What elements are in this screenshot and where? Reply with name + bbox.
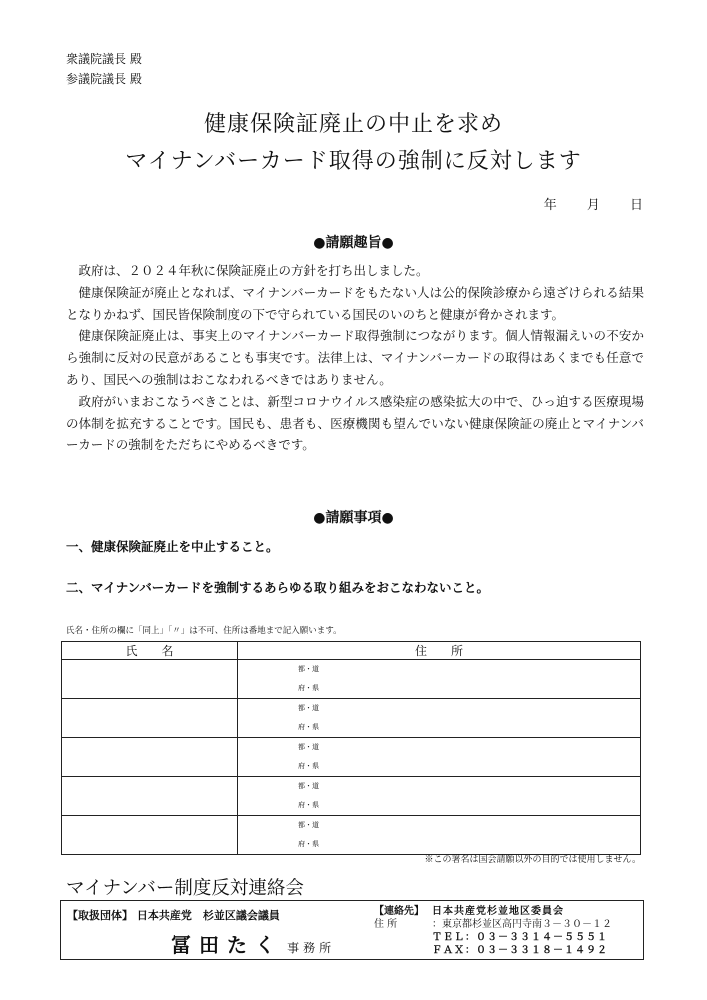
signature-row [62, 777, 641, 816]
prefecture-label-top: 都・道 [298, 782, 319, 790]
petition-title-line2: マイナンバーカード取得の強制に反対します [125, 149, 582, 174]
contact-org: 日本共産党杉並地区委員会 [432, 906, 564, 917]
petition-title-line1: 健康保険証廃止の中止を求め [203, 112, 503, 137]
signature-row [62, 816, 641, 855]
signature-table [61, 641, 641, 855]
addressee-house-of-representatives: 衆議院議長 殿 [66, 52, 142, 66]
address-cell[interactable] [238, 660, 641, 699]
signature-row [62, 738, 641, 777]
office-name [171, 929, 335, 958]
request-item-1: 一、健康保険証廃止を中止すること。 [66, 539, 279, 554]
addressee-house-of-councillors: 参議院議長 殿 [66, 72, 142, 86]
prefecture-label-bottom: 府・県 [298, 684, 319, 692]
signature-note: 氏名・住所の欄に「同上」「〃」は不可、住所は番地まで記入願います。 [66, 626, 342, 636]
address-cell[interactable] [238, 777, 641, 816]
address-cell[interactable] [238, 738, 641, 777]
contact-block [374, 905, 612, 957]
organization-name: マイナンバー制度反対連絡会 [66, 878, 304, 899]
date-line: 年 月 日 [543, 198, 643, 213]
signature-row [62, 660, 641, 699]
purpose-body [66, 260, 644, 456]
name-cell[interactable] [62, 660, 238, 699]
name-cell[interactable] [62, 777, 238, 816]
address-column-header: 住 所 [238, 642, 641, 660]
contact-tel: ＴＥＬ：０３－３３１４－５５５１ [432, 932, 608, 943]
purpose-paragraph: 政府は、２０２４年秋に保険証廃止の方針を打ち出しました。 [78, 263, 429, 278]
address-cell[interactable] [238, 816, 641, 855]
prefecture-label-bottom: 府・県 [298, 723, 319, 731]
prefecture-label-top: 都・道 [298, 743, 319, 751]
purpose-paragraph: 健康保険証が廃止となれば、マイナンバーカードをもたない人は公的保険診療から遠ざけられる結果となりかねず、国民皆保険制度の下で守られている国民のいのちと健康が脅かされます。 [66, 284, 644, 322]
requests-heading: ●請願事項● [313, 510, 394, 526]
name-cell[interactable] [62, 699, 238, 738]
prefecture-label-top: 都・道 [298, 821, 319, 829]
prefecture-label-bottom: 府・県 [298, 840, 319, 848]
office-person: 冨田たく [171, 933, 283, 957]
prefecture-label-top: 都・道 [298, 665, 319, 673]
contact-label: 【連絡先】 [374, 906, 424, 917]
contact-address: ：東京都杉並区高円寺南３－３０－１２ [432, 919, 612, 930]
footer-box [60, 900, 644, 960]
address-label: 住 所 [374, 919, 398, 930]
prefecture-label-bottom: 府・県 [298, 762, 319, 770]
contact-fax: ＦＡＸ：０３－３３１８－１４９２ [432, 945, 608, 956]
prefecture-label-bottom: 府・県 [298, 801, 319, 809]
purpose-paragraph: 健康保険証廃止は、事実上のマイナンバーカード取得強制につながります。個人情報漏えいの不安から強制に反対の民意があることも事実です。法律上は、マイナンバーカードの取得はあくまでも任意であり、国民への強制はおこなわれるべきではありません。 [66, 328, 644, 387]
prefecture-label-top: 都・道 [298, 704, 319, 712]
signature-row [62, 699, 641, 738]
office-suffix: 事務所 [287, 941, 336, 955]
address-cell[interactable] [238, 699, 641, 738]
name-cell[interactable] [62, 738, 238, 777]
usage-footnote: ※この署名は国会請願以外の目的では使用しません。 [424, 855, 641, 865]
purpose-paragraph: 政府がいまおこなうべきことは、新型コロナウイルス感染症の感染拡大の中で、ひっ迫する医療現場の体制を拡充することです。国民も、患者も、医療機関も望んでいない健康保険証の廃止とマイナンバーカードの強制をただちにやめるべきです。 [66, 393, 644, 453]
handler-label: 【取扱団体】 日本共産党 杉並区議会議員 [67, 909, 280, 922]
name-column-header: 氏 名 [62, 642, 238, 660]
request-item-2: 二、マイナンバーカードを強制するあらゆる取り組みをおこなわないこと。 [66, 580, 490, 595]
purpose-heading: ●請願趣旨● [313, 235, 394, 251]
name-cell[interactable] [62, 816, 238, 855]
